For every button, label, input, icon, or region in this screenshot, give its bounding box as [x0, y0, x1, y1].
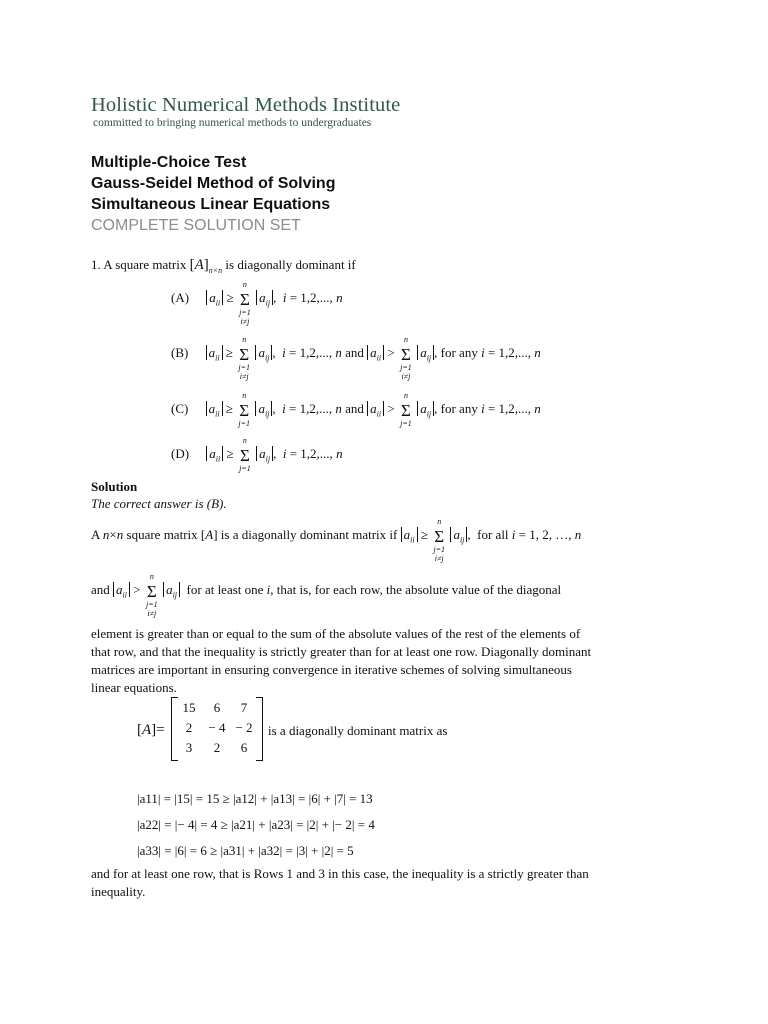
correct-answer: The correct answer is (B). [91, 496, 227, 511]
solution-paragraph-3-line-1: element is greater than or equal to the sum of the absolute values of the rest of the elements of [91, 626, 581, 641]
solution-paragraph-2: and $a_{ii} > \Sigma$ n j=1 i≠j $a_{ij}$ for at least one i, that is, for each row, the absolute value of the diagonal [91, 571, 562, 618]
title-line-3: Simultaneous Linear Equations [91, 196, 331, 213]
question-stem [91, 257, 356, 275]
solution-paragraph-1: A n×n square matrix [A] is a diagonally dominant matrix if $a_{ii} \ge \Sigma$ n j=1 i≠j $a_{ij}$ , for all i = 1, 2, …, n [91, 516, 582, 563]
option-c: (C) $a_{ii} \ge \Sigma$ n j=1 $a_{ij}$ , i = 1,2,..., n and $a_{ii} > \Sigma$ n j=1 $a_{ij}$ , for any i = 1,2,..., n [171, 390, 541, 428]
matrix-cell: 2 [185, 720, 193, 735]
sum-symbol: Σ n j=1 i≠j [433, 516, 445, 563]
title-line-2: Gauss-Seidel Method of Solving [91, 175, 336, 192]
sum-symbol: Σ n j=1 i≠j [238, 334, 250, 381]
sum-symbol: Σ n j=1 [238, 390, 250, 428]
sum-symbol: Σ n j=1 i≠j [400, 334, 412, 381]
solution-paragraph-3-line-4: linear equations. [91, 680, 177, 695]
option-label: (D) [171, 446, 190, 461]
solution-paragraph-3-line-2: that row, and that the inequality is strictly greater than for at least one row. Diagonally dominant [91, 644, 592, 659]
institute-name: Holistic Numerical Methods Institute [91, 94, 401, 116]
question-prefix: 1. A square matrix [91, 257, 187, 272]
matrix-cell: 6 [213, 700, 221, 715]
closing-line-2: inequality. [91, 884, 146, 899]
solution-heading: Solution [91, 479, 138, 494]
institute-tagline: committed to bringing numerical methods to undergraduates [93, 117, 372, 129]
option-label: (C) [171, 401, 189, 416]
matrix-cell: 15 [182, 700, 196, 715]
option-label: (A) [171, 290, 190, 305]
question-suffix: is diagonally dominant if [225, 257, 356, 272]
matrix-cell: 7 [240, 700, 248, 715]
option-d: (D) $a_{ii} \ge \Sigma$ n j=1 $a_{ij}$ , i = 1,2,..., n [171, 435, 343, 473]
matrix-cell: − 2 [235, 720, 253, 735]
matrix-block [171, 697, 263, 761]
matrix-cell: 6 [240, 740, 248, 755]
title-line-1: Multiple-Choice Test [91, 154, 247, 171]
matrix-cell: 3 [185, 740, 193, 755]
matrix-symbol: $[A]_{n\times n}$ [189, 257, 223, 275]
matrix-caption: is a diagonally dominant matrix as [268, 723, 448, 738]
equation-row-1: |a11| = |15| = 15 ≥ |a12| + |a13| = |6| + |7| = 13 [137, 791, 373, 806]
equation-row-3: |a33| = |6| = 6 ≥ |a31| + |a32| = |3| + |2| = 5 [137, 843, 354, 858]
solution-paragraph-3-line-3: matrices are important in ensuring convergence in iterative schemes of solving simultaneous [91, 662, 572, 677]
sum-symbol: Σ n j=1 [400, 390, 412, 428]
matrix-cell: − 4 [208, 720, 226, 735]
option-label: (B) [171, 345, 189, 360]
matrix-label: [A]= [137, 722, 165, 738]
closing-line-1: and for at least one row, that is Rows 1 and 3 in this case, the inequality is a strictly greater than [91, 866, 589, 881]
matrix-cell: 2 [213, 740, 221, 755]
option-b: (B) $a_{ii} \ge \Sigma$ n j=1 i≠j $a_{ij}$ , i = 1,2,..., n and $a_{ii} > \Sigma$ n j=1 i≠j $a_{ij}$ , for any i = 1,2,..., n [171, 334, 541, 381]
title-line-4: COMPLETE SOLUTION SET [91, 217, 301, 234]
option-a: (A) $a_{ii} \ge \Sigma$ n j=1 i≠j $a_{ij}$ , i = 1,2,..., n [171, 279, 343, 326]
sum-symbol: Σ n j=1 i≠j [239, 279, 251, 326]
sum-symbol: Σ n j=1 i≠j [146, 571, 158, 618]
sum-symbol: Σ n j=1 [239, 435, 251, 473]
equation-row-2: |a22| = |− 4| = 4 ≥ |a21| + |a23| = |2| + |− 2| = 4 [137, 817, 375, 832]
